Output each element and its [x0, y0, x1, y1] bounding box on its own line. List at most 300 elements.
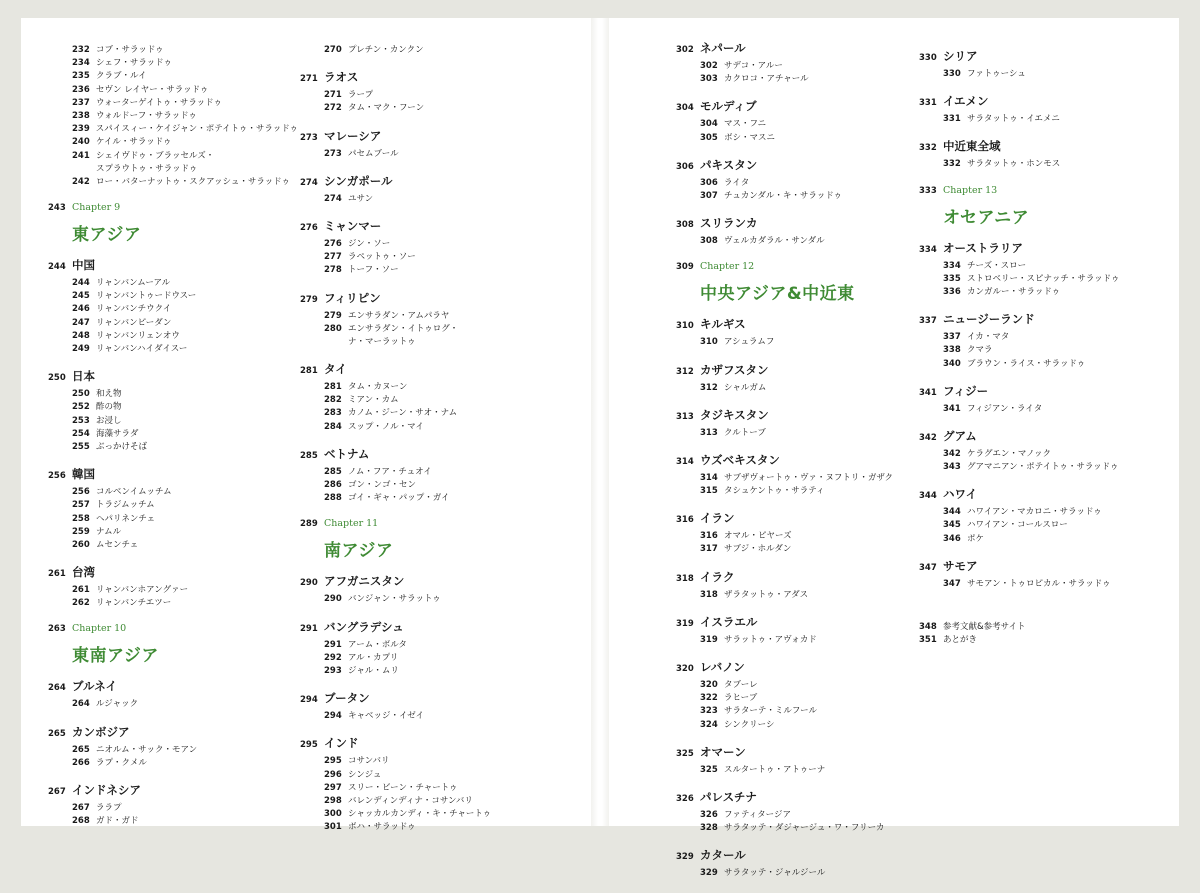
country-page-number: 294	[300, 695, 318, 706]
country-page-number: 304	[676, 103, 694, 114]
entry-title: ぶっかけそば	[96, 441, 148, 452]
country-name: 台湾	[72, 565, 95, 580]
country-header[interactable]	[300, 218, 580, 237]
toc-entry[interactable]	[943, 505, 1169, 518]
country-header[interactable]	[919, 93, 1169, 112]
toc-entry[interactable]	[72, 538, 298, 551]
toc-entry[interactable]	[72, 414, 298, 427]
country-header[interactable]	[676, 362, 916, 381]
chapter-page-number: 289	[300, 519, 318, 530]
toc-entry[interactable]	[943, 532, 1169, 545]
entry-title: グアマニアン・ポテイトゥ・サラッドゥ	[967, 462, 1119, 473]
country-page-number: 344	[919, 491, 937, 502]
toc-entry[interactable]	[72, 122, 298, 135]
country-header[interactable]	[300, 361, 580, 380]
toc-entry[interactable]	[324, 406, 580, 419]
toc-entry[interactable]	[324, 263, 580, 276]
entry-title: ファティタージア	[724, 809, 791, 820]
entry-page-number: 281	[324, 382, 342, 393]
country-name: マレーシア	[324, 128, 382, 143]
entry-page-number: 290	[324, 594, 342, 605]
entry-page-number: 234	[72, 58, 90, 69]
country-header[interactable]	[48, 724, 298, 743]
toc-entry[interactable]	[700, 678, 916, 691]
toc-entry[interactable]	[700, 131, 916, 144]
entry-page-number: 320	[700, 680, 718, 690]
country-header[interactable]	[676, 789, 916, 808]
entry-page-number: 335	[943, 273, 961, 284]
toc-entry[interactable]	[324, 335, 580, 348]
country-page-number: 271	[300, 74, 318, 85]
entry-title: トラジムッチム	[96, 500, 155, 511]
entry-title: アル・カプリ	[348, 652, 399, 663]
toc-entry[interactable]	[700, 189, 916, 202]
toc-entry[interactable]	[72, 387, 298, 400]
entry-title: サラットゥ・アヴォカド	[724, 634, 817, 645]
toc-entry[interactable]	[324, 781, 580, 794]
country-header[interactable]	[676, 215, 916, 234]
entry-title: ケラグエン・マノック	[967, 448, 1051, 459]
toc-entry[interactable]	[943, 357, 1169, 370]
entry-title: お浸し	[96, 415, 122, 426]
country-name: インドネシア	[72, 783, 141, 797]
toc-entry[interactable]	[72, 69, 298, 82]
toc-entry[interactable]	[700, 691, 916, 704]
country-header[interactable]	[48, 678, 298, 697]
toc-entry[interactable]	[72, 697, 298, 710]
entry-title: ニオルム・サック・モアン	[96, 744, 198, 755]
toc-entry[interactable]	[72, 400, 298, 413]
toc-entry[interactable]	[700, 633, 916, 646]
country-name: フィリピン	[324, 290, 381, 305]
country-page-number: 310	[676, 321, 694, 332]
country-header[interactable]	[300, 128, 580, 147]
entry-page-number: 235	[72, 71, 90, 82]
country-header[interactable]	[676, 452, 916, 471]
chapter-header-line	[300, 518, 580, 532]
entry-page-number: 304	[700, 119, 718, 130]
toc-entry[interactable]	[324, 768, 580, 781]
country-page-number: 276	[300, 222, 318, 233]
toc-entry[interactable]	[324, 651, 580, 664]
country-header[interactable]	[676, 510, 916, 529]
country-header[interactable]	[919, 48, 1169, 67]
country-name: グアム	[943, 428, 977, 443]
country-name: ブルネイ	[72, 679, 117, 694]
toc-entry[interactable]	[72, 135, 298, 148]
toc-entry[interactable]	[72, 814, 298, 827]
country-page-number: 274	[300, 177, 318, 188]
toc-entry[interactable]	[700, 117, 916, 130]
entry-title: サデコ・アルー	[724, 61, 783, 71]
entry-title: ゴイ・ギャ・パップ・ガイ	[348, 493, 450, 504]
entry-title: リャンバンハイダイスー	[96, 344, 188, 354]
entry-page-number: 258	[72, 513, 90, 524]
entry-page-number: 246	[72, 304, 90, 315]
entry-page-number: 272	[324, 103, 342, 114]
country-page-number: 313	[676, 411, 694, 422]
entry-title: ウォルドーフ・サラッドゥ	[96, 110, 197, 121]
entry-title: ラープ	[348, 90, 374, 101]
chapter-label: Chapter 13	[943, 184, 998, 196]
entry-title: サラタットゥ・イエメニ	[967, 114, 1060, 125]
country-page-number: 281	[300, 366, 318, 377]
toc-entry[interactable]	[72, 596, 298, 609]
toc-entry[interactable]	[72, 512, 298, 525]
toc-entry[interactable]	[943, 112, 1169, 125]
country-header[interactable]	[48, 257, 298, 276]
entry-title: リャンバントゥードウスー	[96, 291, 197, 302]
country-header[interactable]	[919, 383, 1169, 402]
country-name: オーストラリア	[943, 240, 1023, 255]
country-section	[676, 614, 916, 646]
toc-entry[interactable]	[324, 101, 580, 114]
country-header[interactable]	[48, 466, 298, 485]
toc-entry[interactable]	[324, 820, 580, 833]
country-header[interactable]	[676, 744, 916, 763]
country-header[interactable]	[300, 290, 580, 309]
entry-title: ボハ・サラッドゥ	[348, 822, 416, 833]
toc-entry[interactable]	[324, 250, 580, 263]
toc-entry[interactable]	[324, 43, 580, 56]
chapter-label: Chapter 11	[324, 518, 379, 530]
toc-entry[interactable]	[324, 794, 580, 807]
entry-page-number: 247	[72, 317, 90, 328]
country-header[interactable]	[919, 558, 1169, 577]
country-header[interactable]	[676, 847, 916, 866]
country-header[interactable]	[300, 69, 580, 88]
entry-page-number: 280	[324, 323, 342, 334]
country-section	[676, 407, 916, 439]
entry-title: チュカンダル・キ・サラッドゥ	[724, 190, 843, 201]
entry-title: ミアン・カム	[348, 395, 399, 406]
country-header[interactable]	[48, 564, 298, 583]
toc-entry[interactable]	[72, 56, 298, 69]
chapter-label: Chapter 10	[72, 623, 127, 635]
toc-entry[interactable]	[72, 316, 298, 329]
entry-page-number: 295	[324, 756, 342, 767]
toc-entry[interactable]	[324, 465, 580, 478]
toc-entry[interactable]	[700, 542, 916, 555]
country-section	[300, 69, 580, 114]
toc-entry[interactable]	[324, 147, 580, 160]
toc-entry[interactable]	[72, 43, 298, 56]
entry-title: サブザヴォートゥ・ヴァ・ヌフトリ・ガザク	[724, 472, 894, 483]
country-page-number: 302	[676, 45, 694, 55]
toc-entry[interactable]	[700, 335, 916, 348]
entry-page-number: 306	[700, 177, 718, 188]
toc-entry[interactable]	[72, 743, 298, 756]
country-section	[919, 311, 1169, 370]
toc-entry[interactable]	[72, 440, 298, 453]
entry-page-number: 332	[943, 159, 961, 170]
entry-page-number: 265	[72, 744, 90, 755]
entry-title: スプラウトゥ・サラッドゥ	[96, 163, 198, 174]
toc-entry[interactable]	[324, 491, 580, 504]
toc-entry[interactable]	[72, 96, 298, 109]
country-page-number: 319	[676, 618, 694, 629]
entry-title: シェフ・サラッドゥ	[96, 58, 172, 69]
country-header[interactable]	[300, 173, 580, 192]
entry-title: サモアン・トゥロピカル・サラッドゥ	[967, 578, 1111, 589]
toc-entry[interactable]	[700, 484, 916, 497]
toc-entry[interactable]	[324, 322, 580, 335]
toc-entry[interactable]	[700, 808, 916, 821]
toc-entry[interactable]	[72, 175, 298, 188]
entry-page-number: 282	[324, 395, 342, 406]
back-matter-entry[interactable]	[919, 633, 1169, 646]
country-header[interactable]	[919, 138, 1169, 157]
back-matter-entry[interactable]	[919, 620, 1169, 633]
entry-title: ラペットゥ・ソー	[348, 252, 416, 263]
entry-page-number: 329	[700, 868, 718, 879]
country-section	[919, 48, 1169, 80]
toc-entry[interactable]	[943, 447, 1169, 460]
country-name: カンボジア	[72, 724, 130, 739]
toc-entry[interactable]	[943, 330, 1169, 343]
country-header[interactable]	[300, 619, 580, 638]
toc-entry[interactable]	[324, 638, 580, 651]
country-name: タイ	[324, 362, 347, 377]
country-section	[676, 789, 916, 834]
toc-entry[interactable]	[700, 763, 916, 776]
country-page-number: 312	[676, 366, 694, 377]
toc-entry[interactable]	[700, 704, 916, 717]
toc-entry[interactable]	[943, 272, 1169, 285]
toc-entry[interactable]	[72, 525, 298, 538]
toc-entry[interactable]	[72, 289, 298, 302]
country-section	[300, 218, 580, 277]
entry-page-number: 331	[943, 114, 961, 125]
entry-page-number: 252	[72, 402, 90, 413]
toc-entry[interactable]	[700, 588, 916, 601]
toc-entry[interactable]	[324, 309, 580, 322]
toc-entry[interactable]	[700, 72, 916, 85]
entry-page-number: 286	[324, 480, 342, 490]
entry-page-number: 254	[72, 428, 90, 439]
entry-page-number: 313	[700, 427, 718, 438]
entry-page-number: 255	[72, 441, 90, 452]
toc-entry[interactable]	[72, 149, 298, 162]
toc-entry[interactable]	[324, 393, 580, 406]
country-header[interactable]	[48, 368, 298, 387]
entry-title: あとがき	[943, 635, 978, 645]
toc-entry[interactable]	[72, 427, 298, 440]
entry-page-number: 285	[324, 466, 342, 477]
toc-entry[interactable]	[72, 83, 298, 96]
country-header[interactable]	[300, 573, 580, 592]
toc-entry[interactable]	[943, 259, 1169, 272]
entry-title: ノム・フア・チュオイ	[348, 466, 432, 477]
entry-page-number: 276	[324, 238, 342, 249]
toc-entry[interactable]	[324, 420, 580, 433]
toc-entry[interactable]	[324, 192, 580, 205]
entry-page-number: 337	[943, 332, 961, 343]
entry-page-number: 244	[72, 278, 90, 289]
country-section	[676, 452, 916, 497]
chapter-title: 東南アジア	[72, 646, 159, 667]
country-header[interactable]	[676, 569, 916, 588]
toc-column-2	[300, 43, 580, 846]
entry-page-number: 271	[324, 90, 342, 101]
entry-page-number: 294	[324, 711, 342, 722]
toc-entry[interactable]	[324, 237, 580, 250]
toc-entry[interactable]	[72, 485, 298, 498]
toc-entry[interactable]	[943, 460, 1169, 473]
country-header[interactable]	[676, 659, 916, 678]
toc-entry[interactable]	[700, 426, 916, 439]
country-section	[300, 446, 580, 505]
country-page-number: 244	[48, 262, 66, 273]
country-section	[919, 383, 1169, 415]
country-header[interactable]	[300, 690, 580, 709]
toc-entry[interactable]	[700, 381, 916, 394]
entry-title: 参考文献&参考サイト	[943, 622, 1026, 632]
chapter-label: Chapter 9	[72, 202, 121, 214]
entry-page-number: 322	[700, 693, 718, 704]
toc-entry[interactable]	[943, 157, 1169, 170]
country-page-number: 285	[300, 450, 318, 461]
toc-entry[interactable]	[943, 577, 1169, 590]
toc-entry[interactable]	[72, 276, 298, 289]
entry-page-number: 238	[72, 110, 90, 121]
country-page-number: 250	[48, 373, 66, 384]
country-page-number: 342	[919, 432, 937, 443]
entry-page-number: 307	[700, 190, 718, 201]
back-matter	[919, 620, 1169, 646]
country-section	[300, 361, 580, 433]
toc-entry[interactable]	[72, 342, 298, 355]
entry-title: 海藻サラダ	[96, 428, 139, 439]
toc-entry[interactable]	[72, 498, 298, 511]
toc-entry[interactable]	[700, 59, 916, 72]
chapter-page-number: 263	[48, 624, 66, 635]
country-page-number: 320	[676, 664, 694, 674]
entry-title: コルベンイムッチム	[96, 487, 172, 498]
entry-title: タム・カヌーン	[348, 382, 408, 393]
toc-entry[interactable]	[943, 402, 1169, 415]
entry-title: ロー・バターナットゥ・スクアッシュ・サラッドゥ	[96, 176, 290, 187]
toc-entry[interactable]	[324, 380, 580, 393]
entry-page-number: 317	[700, 544, 718, 555]
entry-page-number: 291	[324, 639, 342, 650]
country-header[interactable]	[919, 486, 1169, 505]
country-header[interactable]	[676, 316, 916, 335]
country-header[interactable]	[919, 428, 1169, 447]
country-section	[300, 290, 580, 349]
country-section	[676, 744, 916, 776]
toc-entry[interactable]	[324, 88, 580, 101]
country-page-number: 337	[919, 316, 937, 327]
country-name: ブータン	[324, 691, 370, 706]
entry-page-number: 346	[943, 533, 961, 544]
country-header[interactable]	[676, 157, 916, 176]
toc-entry[interactable]	[72, 329, 298, 342]
toc-entry[interactable]	[324, 664, 580, 677]
country-header[interactable]	[300, 446, 580, 465]
chapter-title: オセアニア	[943, 207, 1030, 228]
toc-entry[interactable]	[72, 756, 298, 769]
entry-page-number: 274	[324, 193, 342, 204]
country-page-number: 290	[300, 578, 318, 589]
country-page-number: 273	[300, 132, 318, 143]
toc-entry[interactable]	[72, 162, 298, 175]
country-header[interactable]	[676, 98, 916, 117]
country-header[interactable]	[48, 782, 298, 801]
entry-page-number: 292	[324, 652, 342, 663]
country-page-number: 264	[48, 683, 66, 694]
toc-entry[interactable]	[72, 109, 298, 122]
country-header[interactable]	[676, 407, 916, 426]
toc-entry[interactable]	[943, 518, 1169, 531]
toc-entry[interactable]	[324, 478, 580, 491]
toc-entry[interactable]	[700, 176, 916, 189]
toc-entry[interactable]	[700, 529, 916, 542]
country-header[interactable]	[919, 240, 1169, 259]
entry-title: コブ・サラッドゥ	[96, 45, 164, 55]
country-name: イスラエル	[700, 614, 758, 629]
entry-page-number: 262	[72, 598, 90, 609]
toc-entry[interactable]	[700, 234, 916, 247]
country-header[interactable]	[300, 735, 580, 754]
entry-page-number: 351	[919, 635, 937, 645]
chapter-title: 南アジア	[324, 541, 394, 562]
toc-entry[interactable]	[700, 718, 916, 731]
country-name: ベトナム	[324, 446, 370, 461]
entry-title: ナムル	[96, 526, 122, 537]
toc-entry[interactable]	[700, 866, 916, 879]
toc-entry[interactable]	[943, 343, 1169, 356]
entry-title: サラターテ・ミルフール	[724, 706, 817, 717]
entry-title: サブジ・ホルダン	[724, 544, 792, 555]
country-section	[919, 486, 1169, 545]
toc-entry[interactable]	[324, 754, 580, 767]
country-name: 韓国	[72, 467, 95, 482]
toc-entry[interactable]	[324, 592, 580, 605]
entry-page-number: 323	[700, 706, 718, 717]
entry-title: エンサラダン・アムパラヤ	[348, 310, 450, 321]
country-header[interactable]	[919, 311, 1169, 330]
toc-entry[interactable]	[700, 821, 916, 834]
entry-title: スパイスィー・ケイジャン・ポテイトゥ・サラッドゥ	[95, 124, 298, 135]
entry-title: キャベッジ・イゼイ	[348, 711, 424, 722]
entry-title: スップ・ノル・マイ	[348, 421, 424, 432]
country-name: ウズベキスタン	[700, 452, 780, 467]
entry-page-number: 336	[943, 286, 961, 297]
entry-page-number: 260	[72, 539, 90, 550]
toc-entry[interactable]	[324, 807, 580, 820]
chapter-header-line	[919, 185, 1169, 199]
entry-page-number: 239	[72, 124, 90, 135]
toc-entry[interactable]	[324, 709, 580, 722]
entry-title: タブーレ	[724, 680, 758, 690]
entry-title: ララプ	[96, 803, 122, 813]
toc-entry[interactable]	[943, 285, 1169, 298]
toc-entry[interactable]	[943, 67, 1169, 80]
entry-page-number: 343	[943, 462, 961, 473]
toc-entry[interactable]	[72, 302, 298, 315]
toc-entry[interactable]	[72, 583, 298, 596]
toc-entry[interactable]	[700, 471, 916, 484]
toc-entry[interactable]	[72, 801, 298, 814]
entry-title: ブラウン・ライス・サラッドゥ	[967, 358, 1086, 369]
entry-title: オマル・ピヤーズ	[724, 531, 792, 542]
entry-title: サラタットゥ・ホンモス	[967, 159, 1061, 170]
country-header[interactable]	[676, 614, 916, 633]
entry-title: シンジュ	[348, 769, 382, 780]
country-name: インド	[324, 736, 359, 751]
country-header[interactable]	[676, 40, 916, 59]
